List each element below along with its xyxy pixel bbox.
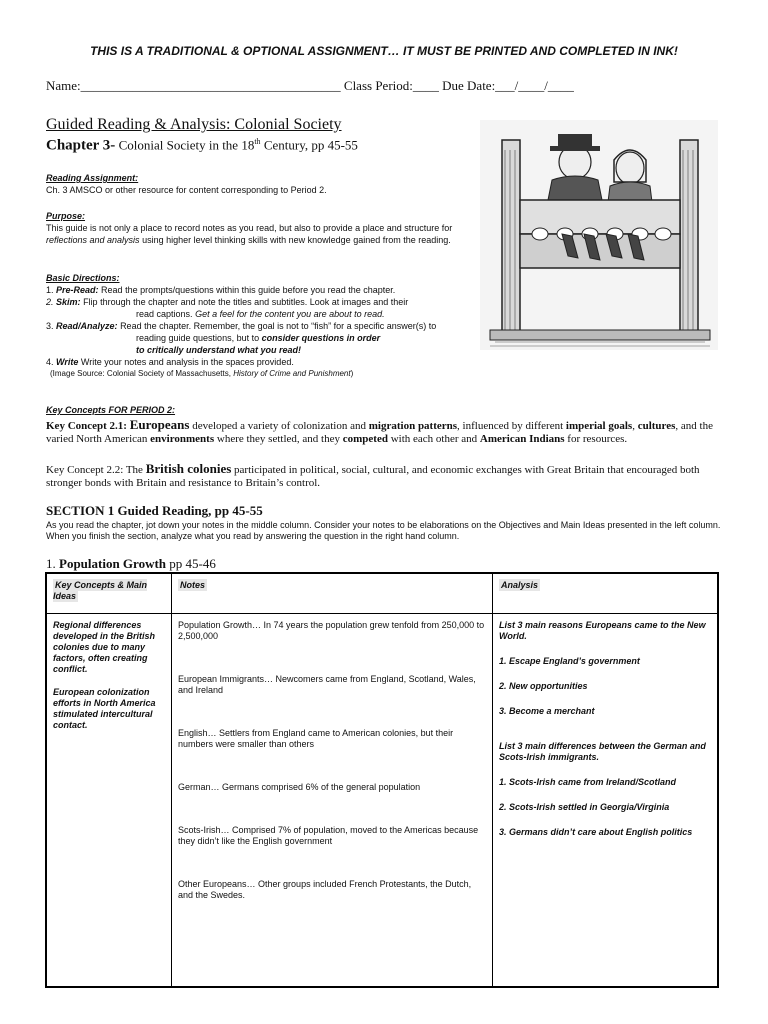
key-concept-2-2: Key Concept 2.2: The British colonies participated in political, social, cultural, and economic exchanges with Great Britain that encouraged both stronger bonds with Britain and resistance to Britain’s control.: [46, 461, 700, 489]
chapter-sup: th: [254, 137, 261, 146]
note-item: Other Europeans… Other groups included French Protestants, the Dutch, and the Swedes.: [178, 878, 472, 900]
note-item: English… Settlers from England came to American colonies, but their numbers were smaller than others: [178, 727, 454, 749]
reading-heading: Reading Assignment:: [46, 173, 139, 183]
header-concepts: Key Concepts & Main Ideas: [46, 573, 172, 613]
purpose-block: [46, 210, 476, 246]
purpose-heading: Purpose:: [46, 211, 86, 221]
direction-2-cont: read captions. Get a feel for the content you are about to read.: [136, 309, 385, 319]
section-intro: As you read the chapter, jot down your notes in the middle column. Consider your notes to be elaborations on the Objectives and Main Ideas presented in the left column. When you finish the section, analyze what you read by answering the question in the right hand column.: [46, 520, 721, 541]
subsection-heading: 1. Population Growth pp 45-46: [46, 556, 216, 571]
stocks-illustration-svg: [480, 120, 718, 350]
note-item: German… Germans comprised 6% of the general population: [178, 781, 421, 792]
chapter-label: Chapter 3-: [46, 137, 116, 154]
key-concepts-heading: Key Concepts FOR PERIOD 2:: [46, 405, 176, 415]
direction-3-cont: reading guide questions, but to consider questions in order: [136, 333, 381, 343]
purpose-em: reflections and analysis: [46, 235, 140, 245]
stocks-illustration: [480, 120, 718, 350]
purpose-text-2: using higher level thinking skills with new knowledge gained from the reading.: [142, 235, 451, 245]
direction-4: 4. Write Write your notes and analysis in the spaces provided.: [46, 357, 294, 367]
chapter-text: Colonial Society in the 18: [118, 137, 255, 153]
analysis-answer: 1. Scots-Irish came from Ireland/Scotland: [499, 776, 677, 787]
note-item: Scots-Irish… Comprised 7% of population, moved to the Americas because they didn’t like the English government: [178, 824, 479, 846]
section-title: SECTION 1 Guided Reading, pp 45-55: [46, 503, 263, 518]
guided-reading-table: [45, 572, 719, 988]
chapter-heading: [46, 137, 358, 154]
concept-item: European colonization efforts in North America stimulated intercultural contact.: [53, 686, 156, 730]
reading-assignment: [46, 172, 476, 196]
analysis-answer: 1. Escape England’s government: [499, 655, 640, 666]
analysis-answer: 2. Scots-Irish settled in Georgia/Virginia: [499, 801, 670, 812]
assignment-notice: THIS IS A TRADITIONAL & OPTIONAL ASSIGNMENT… IT MUST BE PRINTED AND COMPLETED IN INK!: [90, 44, 678, 58]
analysis-question: List 3 main differences between the German and Scots-Irish immigrants.: [499, 740, 706, 762]
direction-1: 1. Pre-Read: Read the prompts/questions within this guide before you read the chapter.: [46, 285, 396, 295]
direction-3-cont-2: to critically understand what you read!: [136, 345, 302, 355]
directions-heading: Basic Directions:: [46, 273, 120, 283]
direction-2: 2. Skim: Flip through the chapter and note the titles and subtitles. Look at images and their: [46, 297, 409, 307]
purpose-text: This guide is not only a place to record notes as you read, but also to provide a place and structure for: [46, 223, 453, 233]
chapter-text-after: Century, pp 45-55: [263, 137, 358, 153]
page-title: Guided Reading & Analysis: Colonial Society: [46, 116, 342, 133]
analysis-question: List 3 main reasons Europeans came to the New World.: [499, 619, 706, 641]
analysis-cell[interactable]: [493, 613, 719, 987]
notes-cell[interactable]: [172, 613, 493, 987]
table-header-row: [46, 573, 718, 613]
header-analysis: Analysis: [493, 573, 719, 613]
key-concept-2-1: Key Concept 2.1: Europeans developed a variety of colonization and migration patterns, influenced by different imperial goals, cultures, and the varied North American environments where they settled, and they competed with each other and American Indians for resources.: [46, 417, 713, 445]
basic-directions: [46, 272, 476, 380]
concept-item: Regional differences developed in the British colonies due to many factors, often creating conflict.: [53, 619, 156, 674]
table-row: [46, 613, 718, 987]
header-notes: Notes: [172, 573, 493, 613]
image-source: (Image Source: Colonial Society of Massachusetts, History of Crime and Punishment): [50, 369, 354, 378]
analysis-answer: 3. Germans didn’t care about English politics: [499, 826, 693, 837]
direction-3: 3. Read/Analyze: Read the chapter. Remember, the goal is not to “fish” for a specific answer(s) to: [46, 321, 437, 331]
note-item: Population Growth… In 74 years the population grew tenfold from 250,000 to 2,500,000: [178, 619, 485, 641]
concepts-cell: [46, 613, 172, 987]
note-item: European Immigrants… Newcomers came from England, Scotland, Wales, and Ireland: [178, 673, 476, 695]
analysis-answer: 2. New opportunities: [499, 680, 588, 691]
reading-text: Ch. 3 AMSCO or other resource for content corresponding to Period 2.: [46, 185, 327, 195]
analysis-answer: 3. Become a merchant: [499, 705, 595, 716]
name-class-date-line: Name:________________________________________ Class Period:____ Due Date:___/____/____: [46, 78, 574, 93]
